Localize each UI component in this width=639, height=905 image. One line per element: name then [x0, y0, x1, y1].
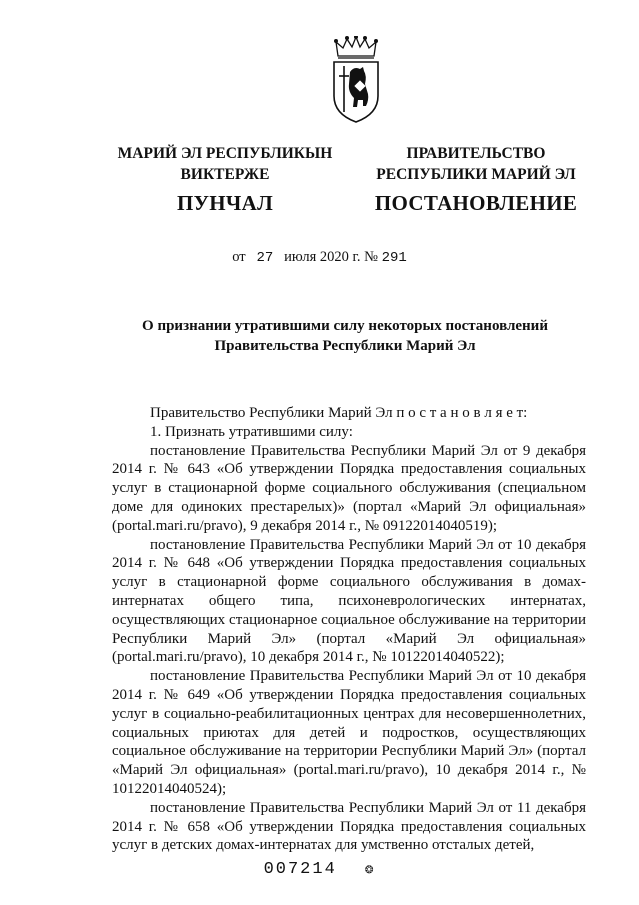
title-line1: О признании утратившими силу некоторых постановлений — [142, 318, 548, 334]
clause-paragraph: постановление Правительства Республики Марий Эл от 11 декабря 2014 г. № 658 «Об утверждении Порядка предоставления социальных услуг в детских домах-интернатах для умственно отсталых детей, — [112, 799, 586, 854]
preamble: Правительство Республики Марий Эл п о с т а н о в л я е т: — [150, 405, 528, 421]
clause-paragraph: постановление Правительства Республики Марий Эл от 10 декабря 2014 г. № 649 «Об утверждении Порядка предоставления социальных услуг в социально-реабилитационных центрах для несовершеннолетних, социальных приютах для детей и подростков, осуществляющих социальное обслуживание на территории Республики Марий Эл» (портал «Марий Эл официальная» (portal.mari.ru/pravo), 10 декабря 2014 г., № 10122014040524); — [112, 668, 586, 797]
serial-number: 007214 — [263, 860, 337, 879]
coat-of-arms-icon — [330, 36, 382, 124]
item-1: 1. Признать утратившими силу: — [150, 423, 353, 440]
date-month-year: июля 2020 г. № — [284, 249, 378, 265]
header-left-line2: ВИКТЕРЖЕ — [180, 166, 270, 183]
header-right-line2: РЕСПУБЛИКИ МАРИЙ ЭЛ — [376, 166, 576, 183]
clause-paragraph: постановление Правительства Республики Марий Эл от 9 декабря 2014 г. № 643 «Об утверждении Порядка предоставления социальных услуг в стационарной форме социального обслуживания (специальном доме для одиноких престарелых)» (портал «Марий Эл официальная» (portal.mari.ru/pravo), 9 декабря 2014 г., № 09122014040519); — [112, 442, 586, 534]
seal-mark-icon: ❂ — [364, 862, 376, 878]
header-right-line1: ПРАВИТЕЛЬСТВО — [406, 145, 546, 162]
header-left — [100, 143, 350, 214]
footer-serial — [0, 860, 639, 879]
clause-paragraph: постановление Правительства Республики Марий Эл от 10 декабря 2014 г. № 648 «Об утверждении Порядка предоставления социальных услуг в стационарной форме социального обслуживания в домах-интернатах общего типа, психоневрологических интернатах, осуществляющих стационарное социальное обслуживание на территории Республики Марий Эл» (портал «Марий Эл официальная» (portal.mari.ru/pravo), 10 декабря 2014 г., № 10122014040522); — [112, 536, 586, 666]
document-body — [112, 404, 586, 855]
header-left-line1: МАРИЙ ЭЛ РЕСПУБЛИКЫН — [117, 145, 333, 162]
document-number: 291 — [381, 250, 407, 266]
date-prefix: от — [232, 249, 246, 265]
document-title — [110, 316, 580, 356]
title-line2: Правительства Республики Марий Эл — [214, 338, 476, 354]
header-left-doc-type: ПУНЧАЛ — [176, 191, 274, 215]
header-right-doc-type: ПОСТАНОВЛЕНИЕ — [374, 191, 578, 215]
document-date-line — [0, 249, 639, 266]
date-day: 27 — [256, 250, 274, 266]
header-right — [362, 143, 590, 214]
